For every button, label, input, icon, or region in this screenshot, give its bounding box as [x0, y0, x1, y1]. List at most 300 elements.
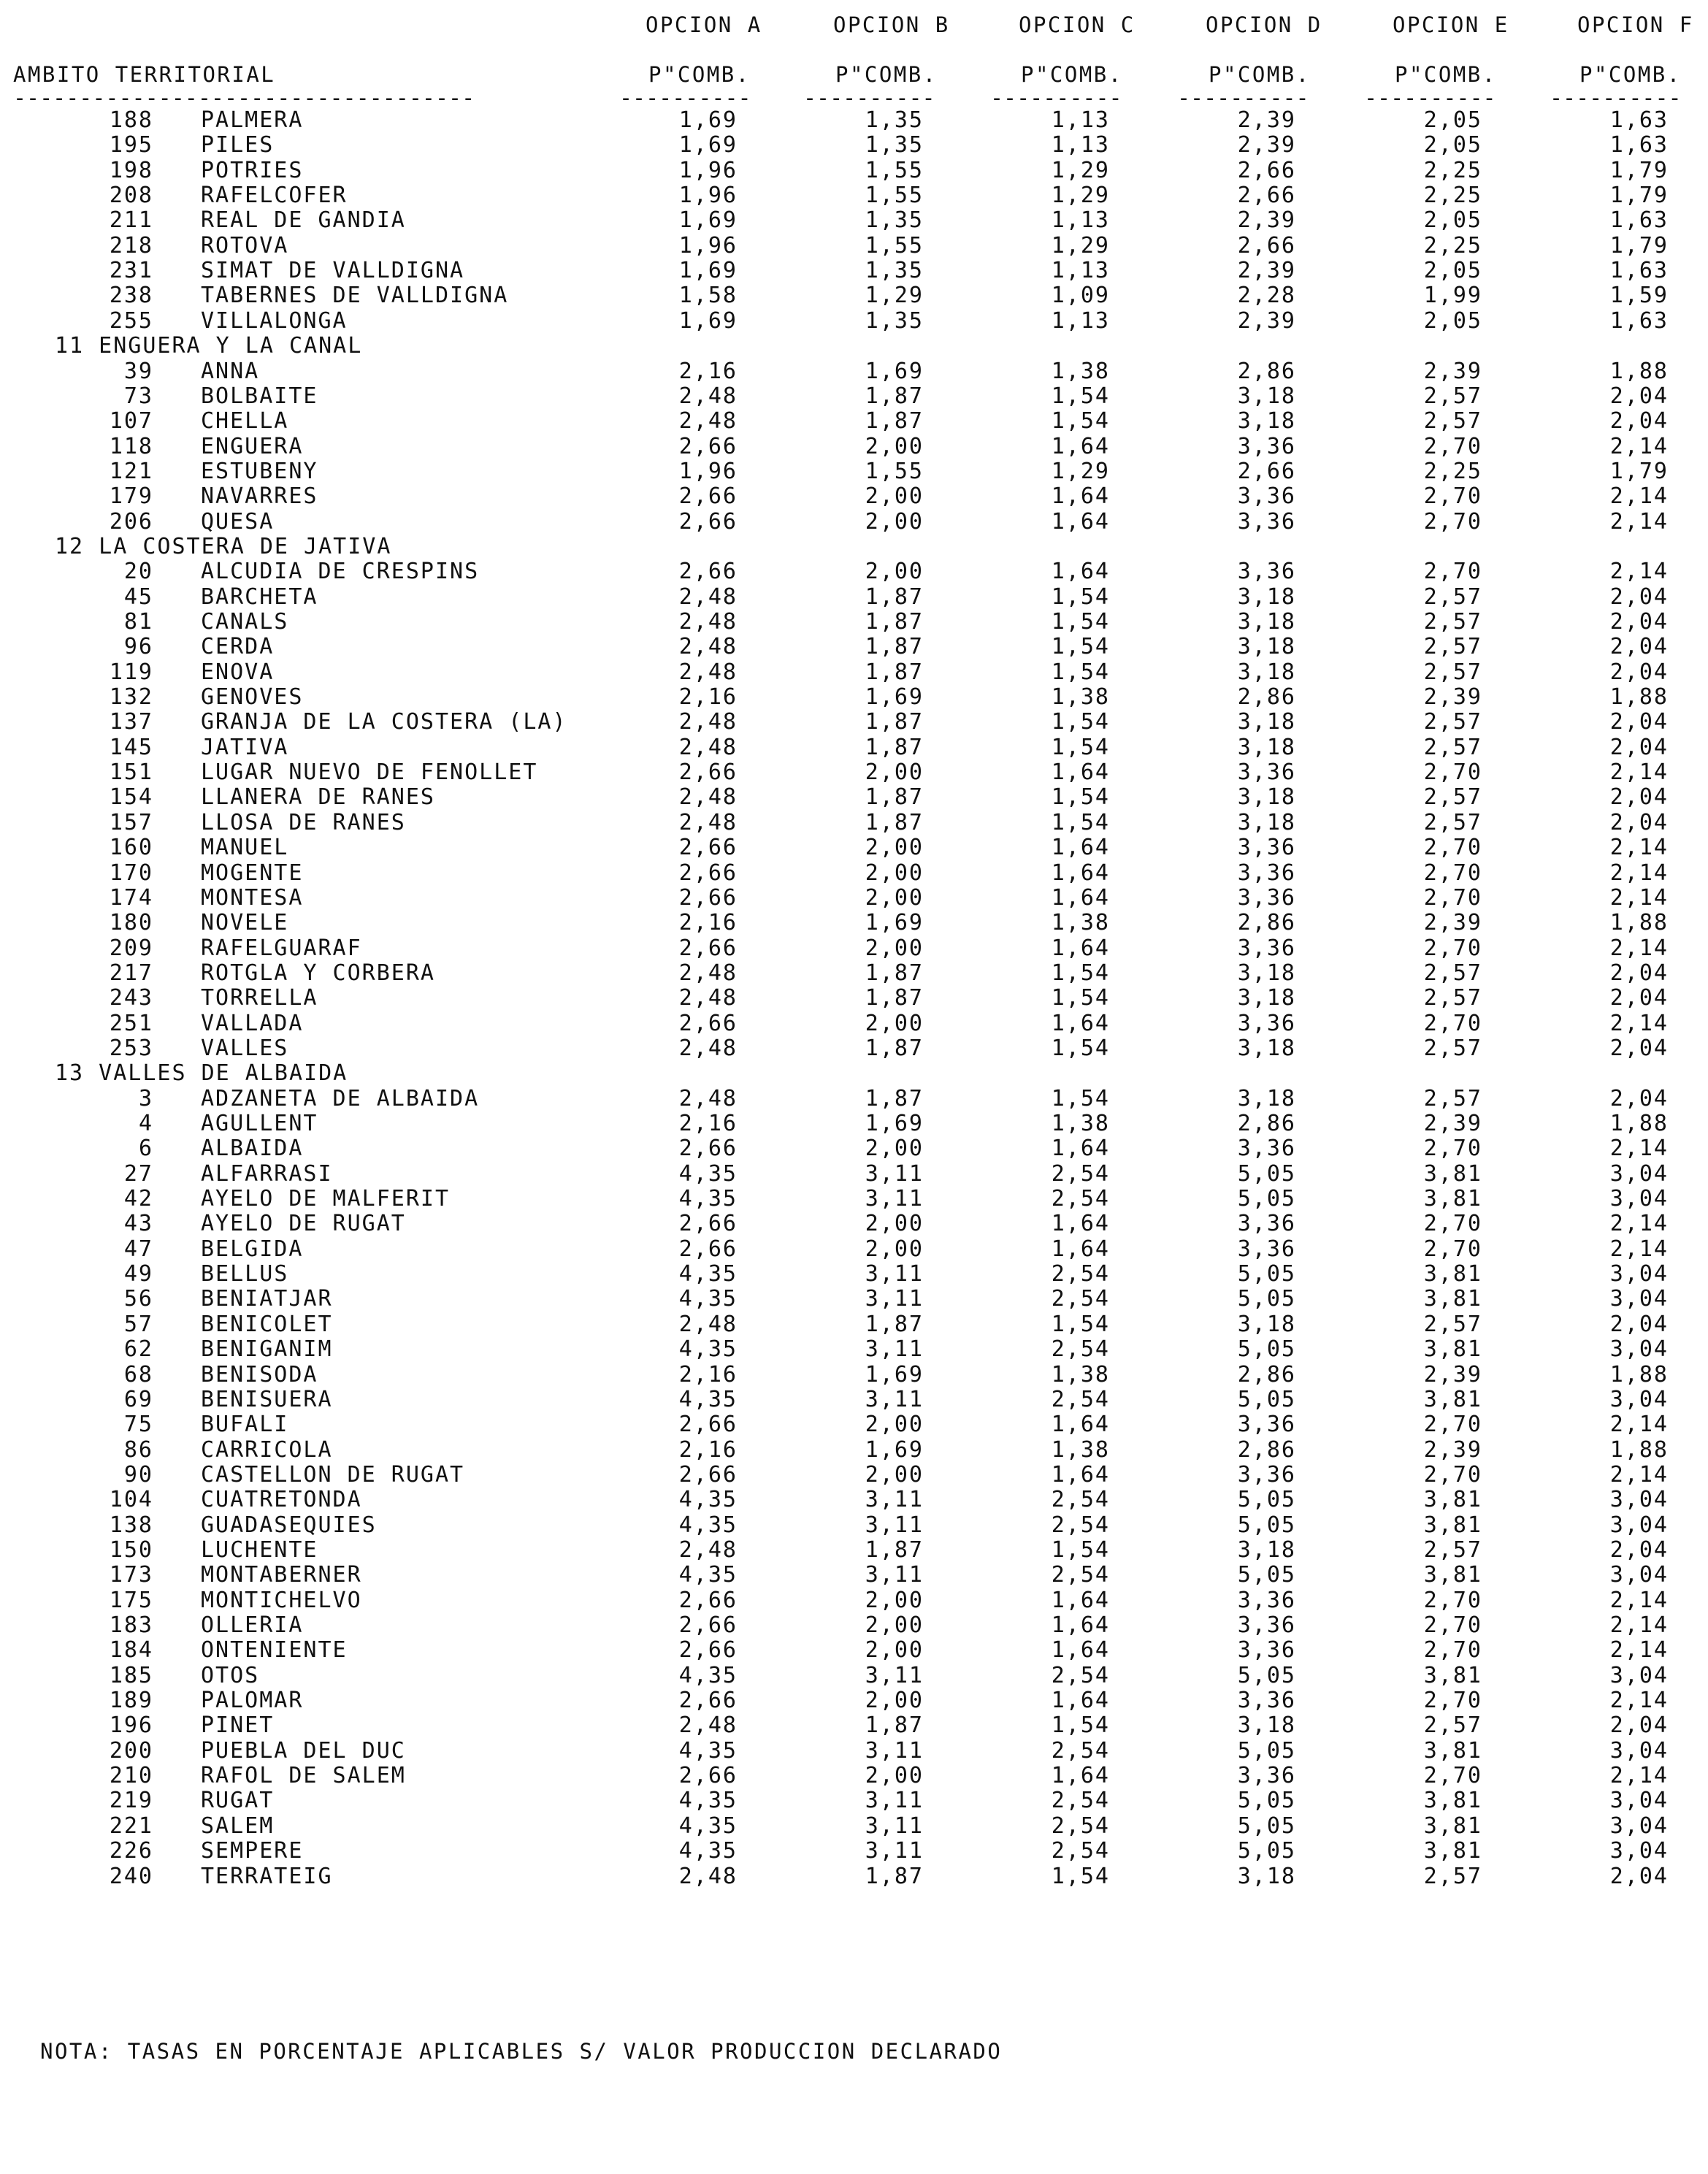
municipality-name: MONTABERNER: [201, 1562, 362, 1588]
rate-option-f: 2,04: [1609, 1311, 1669, 1337]
table-row: [0, 1160, 1708, 1188]
rate-option-b: 2,00: [865, 559, 924, 585]
municipality-code: 47: [123, 1236, 153, 1262]
rate-option-a: 2,48: [678, 1536, 738, 1563]
rate-option-f: 1,59: [1609, 283, 1669, 309]
rate-option-a: 2,66: [678, 1211, 738, 1237]
rate-option-a: 1,69: [678, 132, 738, 158]
rate-option-d: 3,18: [1237, 1085, 1296, 1111]
rate-option-a: 1,69: [678, 207, 738, 234]
table-row: [0, 508, 1708, 536]
rate-option-b: 1,87: [865, 583, 924, 610]
rate-option-d: 5,05: [1237, 1662, 1296, 1688]
rate-option-b: 1,87: [865, 960, 924, 986]
rate-option-b: 3,11: [865, 1737, 924, 1764]
municipality-code: 45: [123, 583, 153, 610]
rate-option-b: 3,11: [865, 1386, 924, 1412]
rate-option-d: 3,36: [1237, 1136, 1296, 1162]
municipality-code: 27: [123, 1160, 153, 1187]
rate-option-d: 3,36: [1237, 1412, 1296, 1438]
comarca-label: 11 ENGUERA Y LA CANAL: [55, 333, 363, 359]
rate-option-e: 2,57: [1423, 659, 1482, 685]
rate-option-a: 4,35: [678, 1512, 738, 1538]
rate-option-e: 2,70: [1423, 508, 1482, 535]
rate-option-b: 3,11: [865, 1336, 924, 1363]
municipality-name: TERRATEIG: [201, 1863, 333, 1889]
municipality-code: 170: [109, 860, 153, 886]
rate-option-c: 1,54: [1051, 383, 1110, 409]
table-row: [0, 1765, 1708, 1790]
table-row: [0, 207, 1708, 234]
municipality-code: 56: [123, 1286, 153, 1312]
rate-option-f: 2,14: [1609, 1211, 1669, 1237]
comarca-label: 13 VALLES DE ALBAIDA: [55, 1060, 348, 1087]
municipality-name: POTRIES: [201, 157, 304, 183]
municipality-name: BELGIDA: [201, 1236, 304, 1262]
rate-option-d: 2,86: [1237, 358, 1296, 384]
rate-option-f: 1,63: [1609, 307, 1669, 334]
rate-option-d: 2,66: [1237, 157, 1296, 183]
rate-option-f: 2,14: [1609, 759, 1669, 786]
table-row: [0, 1790, 1708, 1815]
rate-option-f: 2,04: [1609, 784, 1669, 811]
rate-option-b: 3,11: [865, 1662, 924, 1688]
rate-option-d: 3,18: [1237, 1035, 1296, 1061]
municipality-name: PUEBLA DEL DUC: [201, 1737, 406, 1764]
municipality-code: 226: [109, 1838, 153, 1864]
rate-option-f: 2,04: [1609, 709, 1669, 735]
rate-option-f: 1,63: [1609, 132, 1669, 158]
table-row: [0, 912, 1708, 937]
footnote: NOTA: TASAS EN PORCENTAJE APLICABLES S/ VALOR PRODUCCION DECLARADO: [40, 2039, 1003, 2064]
municipality-code: 188: [109, 107, 153, 133]
rate-option-f: 2,14: [1609, 483, 1669, 510]
rate-option-d: 5,05: [1237, 1838, 1296, 1864]
rate-option-d: 3,18: [1237, 634, 1296, 660]
municipality-code: 73: [123, 383, 153, 409]
ambito-territorial-label: AMBITO TERRITORIAL: [13, 62, 276, 87]
rate-option-f: 3,04: [1609, 1186, 1669, 1212]
municipality-name: BENICOLET: [201, 1311, 333, 1337]
rate-option-d: 2,39: [1237, 107, 1296, 133]
rate-option-a: 2,48: [678, 583, 738, 610]
rate-option-c: 1,64: [1051, 1461, 1110, 1488]
municipality-code: 69: [123, 1386, 153, 1412]
rate-option-a: 2,48: [678, 1712, 738, 1739]
municipality-name: CASTELLON DE RUGAT: [201, 1461, 465, 1488]
table-row: [0, 1288, 1708, 1313]
rate-option-a: 2,66: [678, 1010, 738, 1036]
rate-option-c: 1,13: [1051, 258, 1110, 284]
rate-option-e: 2,57: [1423, 583, 1482, 610]
municipality-code: 75: [123, 1412, 153, 1438]
rate-option-b: 1,87: [865, 383, 924, 409]
table-row: [0, 636, 1708, 661]
rate-option-d: 2,86: [1237, 1436, 1296, 1463]
rate-option-a: 2,48: [678, 659, 738, 685]
rate-option-b: 1,87: [865, 1311, 924, 1337]
municipality-name: ADZANETA DE ALBAIDA: [201, 1085, 480, 1111]
rate-option-f: 2,14: [1609, 559, 1669, 585]
rate-option-b: 2,00: [865, 1688, 924, 1714]
rate-option-d: 3,18: [1237, 583, 1296, 610]
rate-option-f: 1,88: [1609, 1111, 1669, 1136]
rate-option-d: 3,36: [1237, 559, 1296, 585]
municipality-code: 195: [109, 132, 153, 158]
municipality-code: 49: [123, 1261, 153, 1287]
rate-option-e: 3,81: [1423, 1512, 1482, 1538]
rate-option-f: 3,04: [1609, 1512, 1669, 1538]
option-f-header: OPCION F: [1577, 12, 1694, 37]
rate-option-c: 1,54: [1051, 1712, 1110, 1739]
rate-option-a: 2,66: [678, 1236, 738, 1262]
rate-option-c: 2,54: [1051, 1813, 1110, 1839]
rate-option-d: 5,05: [1237, 1813, 1296, 1839]
rate-option-c: 1,38: [1051, 1436, 1110, 1463]
rate-option-f: 3,04: [1609, 1487, 1669, 1513]
rate-option-a: 1,58: [678, 283, 738, 309]
rate-option-f: 3,04: [1609, 1286, 1669, 1312]
municipality-name: BENISUERA: [201, 1386, 333, 1412]
rate-option-d: 3,18: [1237, 709, 1296, 735]
municipality-name: ANNA: [201, 358, 260, 384]
rate-option-d: 2,86: [1237, 910, 1296, 936]
rate-option-e: 2,25: [1423, 157, 1482, 183]
rate-option-d: 3,36: [1237, 1461, 1296, 1488]
rate-option-b: 2,00: [865, 508, 924, 535]
municipality-code: 206: [109, 508, 153, 535]
municipality-name: VILLALONGA: [201, 307, 348, 334]
rate-option-e: 2,39: [1423, 1111, 1482, 1136]
rate-option-b: 3,11: [865, 1562, 924, 1588]
table-row: [0, 809, 1708, 837]
rate-option-e: 2,57: [1423, 1311, 1482, 1337]
table-row: [0, 862, 1708, 887]
rate-option-b: 1,69: [865, 910, 924, 936]
rate-option-f: 2,04: [1609, 1536, 1669, 1563]
rate-option-c: 2,54: [1051, 1286, 1110, 1312]
rate-option-f: 1,88: [1609, 358, 1669, 384]
municipality-name: CANALS: [201, 609, 289, 635]
rate-option-c: 1,64: [1051, 1412, 1110, 1438]
rate-option-e: 2,05: [1423, 258, 1482, 284]
rate-option-d: 5,05: [1237, 1562, 1296, 1588]
municipality-name: MONTESA: [201, 884, 304, 911]
rate-option-c: 2,54: [1051, 1386, 1110, 1412]
rate-option-c: 2,54: [1051, 1788, 1110, 1814]
municipality-name: QUESA: [201, 508, 275, 535]
rate-option-e: 2,05: [1423, 107, 1482, 133]
municipality-name: BOLBAITE: [201, 383, 318, 409]
municipality-name: REAL DE GANDIA: [201, 207, 406, 234]
municipality-code: 62: [123, 1336, 153, 1363]
rate-option-f: 2,04: [1609, 809, 1669, 835]
municipality-code: 118: [109, 433, 153, 459]
table-row: [0, 1536, 1708, 1564]
table-row: [0, 1815, 1708, 1840]
rate-option-d: 3,18: [1237, 985, 1296, 1011]
rate-option-e: 2,70: [1423, 835, 1482, 861]
rate-option-a: 4,35: [678, 1838, 738, 1864]
rate-option-d: 3,36: [1237, 1211, 1296, 1237]
rate-option-b: 1,69: [865, 684, 924, 711]
rate-option-a: 2,48: [678, 985, 738, 1011]
municipality-code: 119: [109, 659, 153, 685]
municipality-code: 68: [123, 1361, 153, 1388]
header-rule-ambito: -----------------------------------: [13, 88, 475, 110]
rate-option-a: 1,69: [678, 107, 738, 133]
rate-option-a: 4,35: [678, 1788, 738, 1814]
rate-option-b: 2,00: [865, 1763, 924, 1789]
rate-option-f: 3,04: [1609, 1261, 1669, 1287]
table-row: [0, 1564, 1708, 1589]
rate-option-a: 2,66: [678, 759, 738, 786]
table-row: [0, 1512, 1708, 1539]
option-e-header: OPCION E: [1393, 12, 1509, 37]
rate-option-a: 2,66: [678, 1688, 738, 1714]
rate-option-e: 2,70: [1423, 1763, 1482, 1789]
rate-option-e: 2,39: [1423, 1436, 1482, 1463]
rate-option-b: 2,00: [865, 1211, 924, 1237]
rate-option-a: 2,66: [678, 1612, 738, 1638]
comarca-heading: [0, 533, 1708, 561]
rate-option-e: 2,57: [1423, 709, 1482, 735]
rate-option-c: 1,64: [1051, 1688, 1110, 1714]
municipality-name: BENIGANIM: [201, 1336, 333, 1363]
rate-option-a: 2,66: [678, 884, 738, 911]
rate-option-c: 2,54: [1051, 1336, 1110, 1363]
rate-option-c: 1,64: [1051, 1236, 1110, 1262]
municipality-code: 57: [123, 1311, 153, 1337]
rate-option-d: 2,39: [1237, 258, 1296, 284]
rate-option-c: 1,13: [1051, 307, 1110, 334]
rate-option-f: 3,04: [1609, 1386, 1669, 1412]
rate-option-e: 3,81: [1423, 1813, 1482, 1839]
municipality-code: 185: [109, 1662, 153, 1688]
rate-option-c: 1,64: [1051, 759, 1110, 786]
table-row: [0, 1188, 1708, 1213]
rate-option-b: 2,00: [865, 1136, 924, 1162]
rate-option-a: 2,16: [678, 1111, 738, 1136]
municipality-code: 3: [138, 1085, 153, 1111]
rate-option-f: 2,14: [1609, 1637, 1669, 1664]
rate-option-e: 2,57: [1423, 408, 1482, 435]
municipality-name: RAFELCOFER: [201, 183, 348, 209]
rate-option-b: 1,87: [865, 609, 924, 635]
municipality-name: BUFALI: [201, 1412, 289, 1438]
rate-option-a: 4,35: [678, 1336, 738, 1363]
municipality-name: LLANERA DE RANES: [201, 784, 435, 811]
municipality-code: 6: [138, 1136, 153, 1162]
rate-option-b: 1,87: [865, 659, 924, 685]
rate-option-c: 1,64: [1051, 559, 1110, 585]
rate-option-b: 2,00: [865, 860, 924, 886]
rate-option-b: 3,11: [865, 1813, 924, 1839]
rate-option-b: 1,55: [865, 183, 924, 209]
municipality-name: AGULLENT: [201, 1111, 318, 1136]
rate-option-d: 5,05: [1237, 1737, 1296, 1764]
rate-option-f: 3,04: [1609, 1788, 1669, 1814]
municipality-name: CARRICOLA: [201, 1436, 333, 1463]
municipality-name: ENGUERA: [201, 433, 304, 459]
rate-option-e: 2,70: [1423, 860, 1482, 886]
option-a-sublabel: P"COMB.: [648, 62, 751, 87]
rate-option-d: 3,18: [1237, 784, 1296, 811]
municipality-code: 43: [123, 1211, 153, 1237]
rate-option-c: 1,54: [1051, 583, 1110, 610]
rate-option-a: 2,66: [678, 1637, 738, 1664]
table-row: [0, 483, 1708, 510]
rate-option-b: 1,55: [865, 458, 924, 484]
rate-option-e: 2,05: [1423, 132, 1482, 158]
table-row: [0, 134, 1708, 159]
table-row: [0, 1690, 1708, 1715]
option-d-sublabel: P"COMB.: [1209, 62, 1311, 87]
rate-option-e: 2,57: [1423, 1712, 1482, 1739]
rate-option-b: 2,00: [865, 1612, 924, 1638]
rate-option-f: 2,04: [1609, 960, 1669, 986]
municipality-name: LUGAR NUEVO DE FENOLLET: [201, 759, 538, 786]
rate-option-b: 3,11: [865, 1512, 924, 1538]
rate-option-a: 2,48: [678, 1311, 738, 1337]
municipality-name: GRANJA DE LA COSTERA (LA): [201, 709, 567, 735]
rate-option-f: 2,14: [1609, 1461, 1669, 1488]
rate-option-d: 3,18: [1237, 734, 1296, 760]
rate-option-b: 1,87: [865, 809, 924, 835]
rate-option-f: 1,79: [1609, 157, 1669, 183]
municipality-code: 175: [109, 1587, 153, 1613]
table-row: [0, 1612, 1708, 1639]
municipality-code: 150: [109, 1536, 153, 1563]
rate-option-d: 3,18: [1237, 659, 1296, 685]
rate-option-c: 2,54: [1051, 1662, 1110, 1688]
municipality-name: AYELO DE RUGAT: [201, 1211, 406, 1237]
municipality-code: 4: [138, 1111, 153, 1136]
table-row: [0, 1336, 1708, 1363]
rate-option-a: 2,66: [678, 483, 738, 510]
rate-option-d: 3,18: [1237, 1536, 1296, 1563]
municipality-name: RUGAT: [201, 1788, 275, 1814]
rate-option-c: 1,54: [1051, 985, 1110, 1011]
rate-option-c: 1,64: [1051, 1010, 1110, 1036]
rate-option-d: 3,36: [1237, 935, 1296, 961]
rate-option-b: 2,00: [865, 483, 924, 510]
rate-option-b: 3,11: [865, 1261, 924, 1287]
rate-option-b: 1,69: [865, 1361, 924, 1388]
rate-option-a: 2,48: [678, 784, 738, 811]
municipality-name: BENIATJAR: [201, 1286, 333, 1312]
rate-option-f: 2,14: [1609, 1688, 1669, 1714]
option-b-sublabel: P"COMB.: [835, 62, 938, 87]
rate-option-d: 3,36: [1237, 1763, 1296, 1789]
rate-option-f: 2,14: [1609, 1763, 1669, 1789]
rate-option-e: 2,57: [1423, 1035, 1482, 1061]
rate-option-d: 3,36: [1237, 1612, 1296, 1638]
rate-option-a: 2,48: [678, 709, 738, 735]
table-row: [0, 711, 1708, 736]
rate-option-f: 2,14: [1609, 884, 1669, 911]
municipality-name: SALEM: [201, 1813, 275, 1839]
option-d-header: OPCION D: [1206, 12, 1322, 37]
rate-option-b: 1,69: [865, 358, 924, 384]
rate-option-e: 2,70: [1423, 1412, 1482, 1438]
rate-option-f: 2,04: [1609, 659, 1669, 685]
rate-option-d: 3,18: [1237, 1712, 1296, 1739]
rate-option-d: 3,36: [1237, 835, 1296, 861]
table-row: [0, 884, 1708, 912]
municipality-code: 157: [109, 809, 153, 835]
rate-option-f: 1,88: [1609, 1436, 1669, 1463]
rate-option-a: 1,69: [678, 258, 738, 284]
rate-option-d: 3,36: [1237, 884, 1296, 911]
rate-option-b: 1,87: [865, 1035, 924, 1061]
rate-option-b: 1,55: [865, 232, 924, 259]
rate-option-d: 5,05: [1237, 1386, 1296, 1412]
rate-option-d: 5,05: [1237, 1286, 1296, 1312]
rate-option-d: 3,36: [1237, 860, 1296, 886]
rate-option-c: 1,38: [1051, 684, 1110, 711]
rate-option-a: 2,48: [678, 1863, 738, 1889]
rate-option-f: 2,04: [1609, 583, 1669, 610]
table-row: [0, 1712, 1708, 1739]
rate-option-d: 3,18: [1237, 1311, 1296, 1337]
rate-option-a: 4,35: [678, 1286, 738, 1312]
rate-option-a: 2,66: [678, 1587, 738, 1613]
rate-option-c: 1,54: [1051, 634, 1110, 660]
rate-option-f: 1,88: [1609, 910, 1669, 936]
rate-option-f: 1,79: [1609, 458, 1669, 484]
table-row: [0, 1361, 1708, 1389]
table-row: [0, 1639, 1708, 1664]
rate-option-e: 2,05: [1423, 307, 1482, 334]
rate-option-c: 1,64: [1051, 1612, 1110, 1638]
option-e-sublabel: P"COMB.: [1395, 62, 1497, 87]
table-row: [0, 458, 1708, 486]
rate-option-c: 1,13: [1051, 107, 1110, 133]
rate-option-c: 2,54: [1051, 1512, 1110, 1538]
municipality-code: 251: [109, 1010, 153, 1036]
rate-option-b: 1,55: [865, 157, 924, 183]
table-row: [0, 1414, 1708, 1439]
rate-option-b: 3,11: [865, 1838, 924, 1864]
rate-option-a: 2,16: [678, 910, 738, 936]
municipality-code: 151: [109, 759, 153, 786]
rate-option-e: 2,57: [1423, 985, 1482, 1011]
rate-option-c: 1,38: [1051, 358, 1110, 384]
rate-option-b: 1,35: [865, 132, 924, 158]
rate-option-b: 1,87: [865, 1536, 924, 1563]
table-row: [0, 759, 1708, 786]
rate-option-c: 1,64: [1051, 935, 1110, 961]
rate-option-c: 2,54: [1051, 1737, 1110, 1764]
municipality-code: 183: [109, 1612, 153, 1638]
municipality-code: 42: [123, 1186, 153, 1212]
rate-option-c: 2,54: [1051, 1487, 1110, 1513]
rate-option-b: 1,87: [865, 709, 924, 735]
municipality-name: BARCHETA: [201, 583, 318, 610]
rate-option-c: 2,54: [1051, 1160, 1110, 1187]
rate-option-c: 1,64: [1051, 1211, 1110, 1237]
rate-option-c: 1,54: [1051, 784, 1110, 811]
rate-option-b: 3,11: [865, 1286, 924, 1312]
rate-option-d: 3,18: [1237, 609, 1296, 635]
rate-option-c: 2,54: [1051, 1261, 1110, 1287]
rate-option-f: 1,88: [1609, 1361, 1669, 1388]
rate-option-b: 1,69: [865, 1436, 924, 1463]
rate-option-f: 2,04: [1609, 1863, 1669, 1889]
municipality-name: ONTENIENTE: [201, 1637, 348, 1664]
rate-option-a: 2,48: [678, 408, 738, 435]
